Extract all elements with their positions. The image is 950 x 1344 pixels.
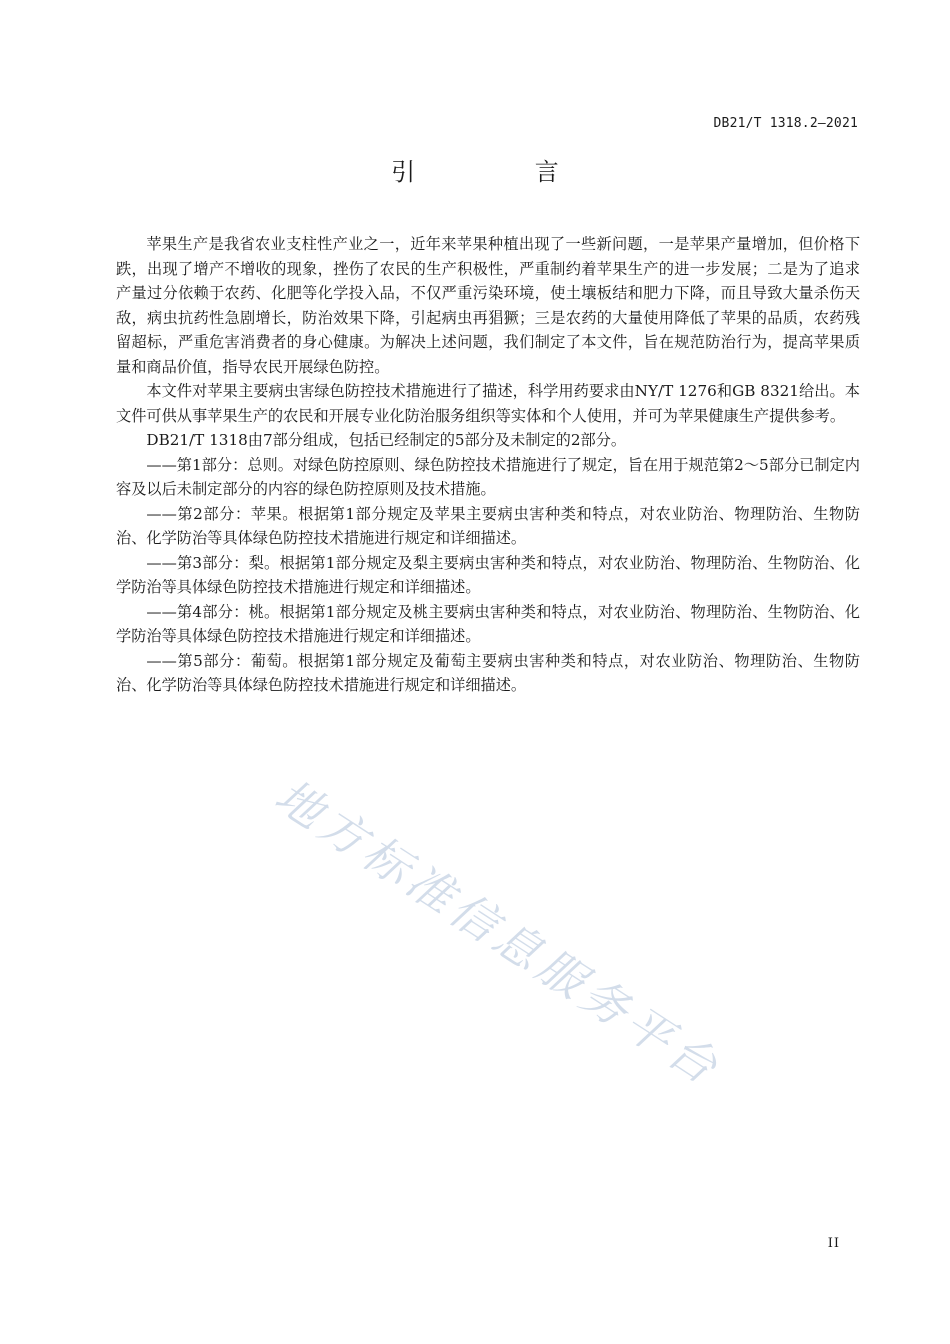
- list-item-part-3: ——第3部分：梨。根据第1部分规定及梨主要病虫害种类和特点，对农业防治、物理防治、生物防治、化学防治等具体绿色防控技术措施进行规定和详细描述。: [116, 553, 860, 596]
- list-item-part-4: ——第4部分：桃。根据第1部分规定及桃主要病虫害种类和特点，对农业防治、物理防治、生物防治、化学防治等具体绿色防控技术措施进行规定和详细描述。: [116, 602, 860, 645]
- document-code: DB21/T 1318.2—2021: [713, 116, 858, 131]
- page-title: 引 言: [391, 158, 615, 186]
- list-item-part-2: ——第2部分：苹果。根据第1部分规定及苹果主要病虫害种类和特点，对农业防治、物理防治、生物防治、化学防治等具体绿色防控技术措施进行规定和详细描述。: [116, 504, 860, 547]
- paragraph-structure: DB21/T 1318由7部分组成，包括已经制定的5部分及未制定的2部分。: [146, 431, 627, 449]
- paragraph-scope: 本文件对苹果主要病虫害绿色防控技术措施进行了描述，科学用药要求由NY/T 1276和GB 8321给出。本文件可供从事苹果生产的农民和开展专业化防治服务组织等实体和个人使用，并可为苹果健康生产提供参考。: [116, 382, 860, 425]
- watermark-text: 地方标准信息服务平台: [265, 768, 732, 1097]
- list-item-part-1: ——第1部分：总则。对绿色防控原则、绿色防控技术措施进行了规定，旨在用于规范第2～5部分已制定内容及以后未制定部分的内容的绿色防控原则及技术措施。: [116, 455, 860, 498]
- body-text: [116, 232, 860, 698]
- list-item-part-5: ——第5部分：葡萄。根据第1部分规定及葡萄主要病虫害种类和特点，对农业防治、物理防治、生物防治、化学防治等具体绿色防控技术措施进行规定和详细描述。: [116, 651, 860, 694]
- paragraph-background: 苹果生产是我省农业支柱性产业之一，近年来苹果种植出现了一些新问题，一是苹果产量增加，但价格下跌，出现了增产不增收的现象，挫伤了农民的生产积极性，严重制约着苹果生产的进一步发展；二是为了追求产量过分依赖于农药、化肥等化学投入品，不仅严重污染环境，使土壤板结和肥力下降，而且导致大量杀伤天敌，病虫抗药性急剧增长，防治效果下降，引起病虫再猖獗；三是农药的大量使用降低了苹果的品质，农药残留超标，严重危害消费者的身心健康。为解决上述问题，我们制定了本文件，旨在规范防治行为，提高苹果质量和商品价值，指导农民开展绿色防控。: [116, 235, 860, 376]
- page-number: II: [827, 1236, 840, 1251]
